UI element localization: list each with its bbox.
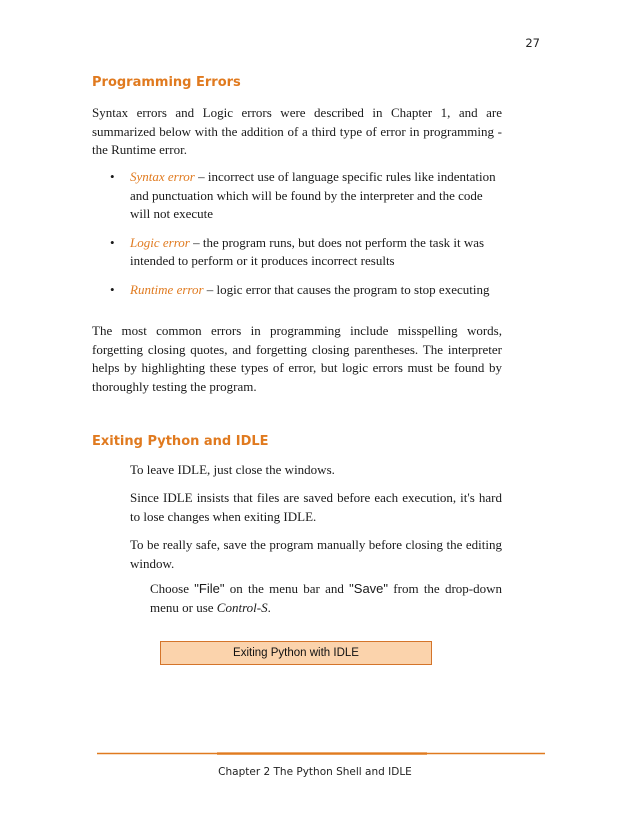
error-types-list <box>110 168 502 309</box>
figure-caption: Exiting Python with IDLE <box>160 641 432 665</box>
bullet-icon: • <box>110 234 115 250</box>
term-runtime-error: Runtime error <box>130 281 204 297</box>
list-item <box>110 234 502 271</box>
bullet-icon: • <box>110 169 115 184</box>
list-item <box>110 281 502 300</box>
list-item <box>110 168 502 224</box>
text-segment: from the drop-down menu or use <box>150 581 503 615</box>
save-instruction <box>150 580 502 617</box>
term-description: – the program runs, but does not perform the task it was intended to perform or it produces incorrect results <box>130 234 485 268</box>
menu-save-label: "Save" <box>349 581 389 596</box>
exit-paragraph-1: To leave IDLE, just close the windows. <box>130 462 335 477</box>
term-syntax-error: Syntax error <box>130 169 195 184</box>
section-heading-exiting-python: Exiting Python and IDLE <box>92 434 269 449</box>
term-description: – incorrect use of language specific rules like indentation and punctuation which will be found by the interpreter and the code will not execute <box>130 169 496 221</box>
footer-chapter-title: Chapter 2 The Python Shell and IDLE <box>218 766 412 778</box>
section-heading-programming-errors: Programming Errors <box>92 75 241 90</box>
exit-paragraph-3: To be really safe, save the program manually before closing the editing window. <box>130 537 502 571</box>
term-logic-error: Logic error <box>130 234 190 250</box>
bullet-icon: • <box>110 281 115 297</box>
menu-file-label: "File" <box>194 581 225 596</box>
footer-divider <box>97 752 545 755</box>
exit-paragraph-2: Since IDLE insists that files are saved before each execution, it's hard to lose changes when exiting IDLE. <box>130 490 502 524</box>
text-segment: on the menu bar and <box>224 581 350 596</box>
term-description: – logic error that causes the program to stop executing <box>203 281 490 297</box>
intro-paragraph: Syntax errors and Logic errors were described in Chapter 1, and are summarized below with the addition of a third type of error in programming - the Runtime error. <box>92 105 502 157</box>
closing-paragraph: The most common errors in programming include misspelling words, forgetting closing quotes, and forgetting closing parentheses. The interpreter helps by highlighting these types of error, but logic errors must be found by thoroughly testing the program. <box>92 323 502 394</box>
text-segment: . <box>267 599 271 615</box>
text-segment: Choose <box>150 581 195 596</box>
page-number: 27 <box>525 36 540 50</box>
shortcut-label: Control-S <box>216 599 268 615</box>
